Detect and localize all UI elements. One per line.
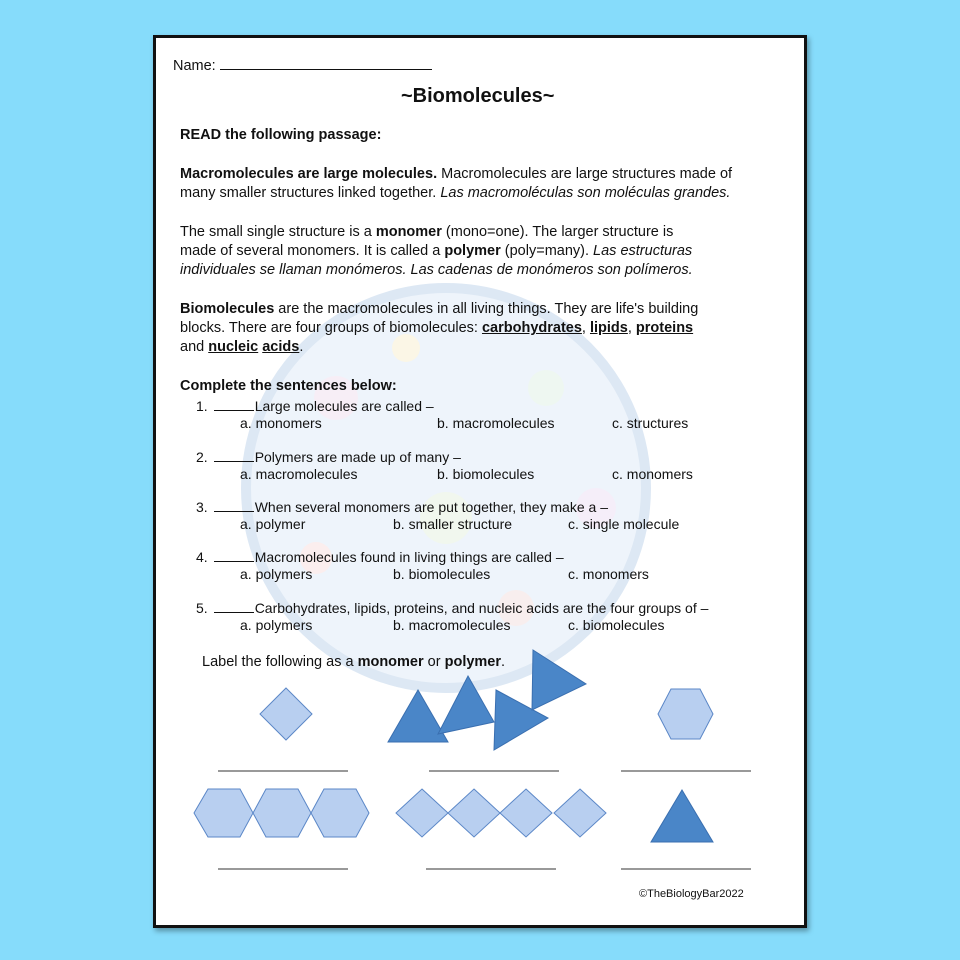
question-1-text: Large molecules are called – [254, 398, 434, 414]
para2-l1c: (mono=one). The larger structure is [441, 224, 674, 240]
name-label: Name: [173, 58, 216, 74]
label-prompt-polymer: polymer [444, 654, 502, 670]
diamond-chain-shape-1 [396, 789, 448, 837]
para2-polymer: polymer [444, 243, 501, 259]
para3-bold: Biomolecules [180, 301, 275, 317]
question-4-text: Macromolecules found in living things are called – [254, 549, 564, 565]
label-prompt-a: Label the following as a [202, 654, 358, 670]
para2-l3: individuales se llaman monómeros. Las cadenas de monómeros son polímeros. [180, 262, 693, 278]
question-5-option-c: c. biomolecules [568, 617, 665, 633]
label-prompt-monomer: monomer [357, 654, 424, 670]
copyright-text: ©TheBiologyBar2022 [639, 888, 744, 900]
question-5-option-b: b. macromolecules [393, 617, 511, 633]
para3-l1-rest: are the macromolecules in all living things. They are life's building [274, 301, 699, 317]
triangle-shape-4 [532, 650, 586, 710]
para2-l2a: made of several monomers. It is called a [180, 243, 445, 259]
question-4-option-b: b. biomolecules [393, 566, 491, 582]
hexagon-shape [658, 689, 713, 739]
term-nucleic: nucleic [208, 339, 259, 355]
hexagon-chain-shape-2 [253, 789, 311, 837]
para1-bold: Macromolecules are large molecules. [180, 166, 438, 182]
question-2-option-b: b. biomolecules [437, 466, 535, 482]
hexagon-chain-shape-1 [194, 789, 253, 837]
question-2-option-a: a. macromolecules [240, 466, 358, 482]
question-3-number: 3. [196, 499, 208, 515]
label-prompt-or: or [423, 654, 445, 670]
page-title: ~Biomolecules~ [401, 85, 555, 107]
para3-line2: blocks. There are four groups of biomolecules: carbohydrates, lipids, proteins [180, 320, 694, 336]
triangle-shape-single [651, 790, 713, 842]
question-5-option-a: a. polymers [240, 617, 313, 633]
question-3-option-c: c. single molecule [568, 516, 680, 532]
para2-l2c: (poly=many). [500, 243, 594, 259]
question-2-option-c: c. monomers [612, 466, 693, 482]
question-5-text: Carbohydrates, lipids, proteins, and nucleic acids are the four groups of – [254, 600, 709, 616]
para2-monomer: monomer [375, 224, 442, 240]
question-3-option-b: b. smaller structure [393, 516, 513, 532]
question-2-text: Polymers are made up of many – [254, 449, 461, 465]
term-proteins: proteins [635, 320, 694, 336]
para2-l1a: The small single structure is a [180, 224, 376, 240]
para3-and: and [180, 339, 209, 355]
question-4-option-a: a. polymers [240, 566, 313, 582]
para3-period: . [299, 339, 304, 355]
question-3-text: When several monomers are put together, they make a – [254, 499, 608, 515]
question-1-option-c: c. structures [612, 415, 689, 431]
read-instruction-text: READ the following passage: [180, 127, 382, 143]
term-carbohydrates: carbohydrates [481, 320, 582, 336]
question-1-option-a: a. monomers [240, 415, 322, 431]
para3-l2a: blocks. There are four groups of biomolecules: [180, 320, 482, 336]
term-acids: acids [262, 339, 300, 355]
para1-line2-plain: many smaller structures linked together. [180, 185, 441, 201]
hexagon-chain-shape-3 [311, 789, 369, 837]
label-prompt-end: . [501, 654, 506, 670]
question-5-number: 5. [196, 600, 208, 616]
complete-heading-text: Complete the sentences below: [180, 378, 397, 394]
question-3-option-a: a. polymer [240, 516, 306, 532]
para1-line1-rest: Macromolecules are large structures made of [437, 166, 733, 182]
para2-l2d: Las estructuras [593, 243, 693, 259]
question-1-number: 1. [196, 398, 208, 414]
question-1-option-b: b. macromolecules [437, 415, 555, 431]
diamond-chain-shape-3 [500, 789, 552, 837]
shapes-area [156, 38, 804, 925]
question-2-number: 2. [196, 449, 208, 465]
diamond-chain-shape-4 [554, 789, 606, 837]
para1-line2-italic: Las macromoléculas son moléculas grandes. [440, 185, 731, 201]
diamond-shape [260, 688, 312, 740]
question-4-option-c: c. monomers [568, 566, 649, 582]
worksheet-page [153, 35, 807, 928]
triangle-shape-2 [438, 676, 494, 734]
diamond-chain-shape-2 [448, 789, 500, 837]
term-lipids: lipids [589, 320, 628, 336]
question-4-number: 4. [196, 549, 208, 565]
